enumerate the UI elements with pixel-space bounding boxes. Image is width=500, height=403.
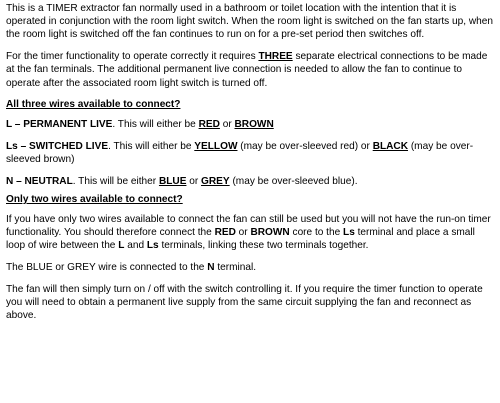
- two-terminal-ls-2: Ls: [146, 240, 159, 252]
- blue-text-b: terminal.: [214, 262, 257, 274]
- switched-colour-yellow: YELLOW: [194, 140, 238, 152]
- switched-live-text-a: . This will either be: [108, 140, 195, 152]
- two-colour-red: RED: [214, 227, 236, 239]
- neutral-colour-grey: GREY: [201, 175, 230, 187]
- two-and: and: [124, 240, 147, 252]
- two-terminal-ls: Ls: [343, 227, 355, 239]
- switched-live-text-b: (may be over-sleeved red) or: [237, 140, 373, 152]
- blue-text-a: The BLUE or GREY wire is connected to the: [6, 262, 208, 274]
- permanent-live-line: [6, 118, 494, 131]
- final-paragraph: The fan will then simply turn on / off with the switch controlling it. If you require the timer function to operate you will need to obtain a permanent live supply from the same circuit supplying the fan and reconnect as above.: [6, 283, 483, 322]
- live-colour-red: RED: [198, 119, 220, 131]
- three-emphasis: THREE: [258, 51, 293, 63]
- two-text-d: terminals, linking these two terminals together.: [158, 240, 369, 252]
- neutral-label: N – NEUTRAL: [6, 175, 73, 187]
- two-text-b: core to the: [289, 227, 344, 239]
- two-terminal-l: L: [118, 240, 125, 252]
- two-text-c: terminal and place a small loop of wire between the: [6, 227, 475, 252]
- switched-live-text-c: (may be over-sleeved brown): [6, 140, 474, 166]
- neutral-colour-blue: BLUE: [158, 175, 187, 187]
- heading-three-wires: All three wires available to connect?: [6, 99, 181, 111]
- neutral-text-b: (may be over-sleeved blue).: [229, 175, 358, 187]
- live-or: or: [219, 119, 235, 131]
- heading-two-wires: Only two wires available to connect?: [6, 194, 183, 206]
- three-connections-paragraph: [6, 50, 494, 90]
- permanent-live-label: L – PERMANENT LIVE: [6, 119, 113, 131]
- two-colour-brown: BROWN: [250, 227, 290, 239]
- switched-live-line: [6, 140, 494, 166]
- two-wires-paragraph: [6, 213, 494, 253]
- neutral-line: [6, 175, 494, 188]
- neutral-or: or: [186, 175, 202, 187]
- switched-live-label: Ls – SWITCHED LIVE: [6, 140, 109, 152]
- blue-terminal-n: N: [207, 262, 215, 274]
- intro-paragraph: This is a TIMER extractor fan normally used in a bathroom or toilet location with the intention that it is operated in conjunction with the room light switch. When the room light is switched on the fan starts up, when the room light is switched off the fan continues to run on for a pre-set period then switches off.: [6, 3, 493, 41]
- neutral-text-a: . This will be either: [72, 175, 159, 187]
- two-or: or: [235, 227, 251, 239]
- blue-grey-paragraph: [6, 261, 494, 274]
- switched-colour-black: BLACK: [372, 140, 409, 152]
- para2-text-b: separate electrical connections to be made at the fan terminals. The additional permanent live connection is needed to allow the fan to continue to operate after the associated room light switch is turned off.: [6, 51, 488, 89]
- live-colour-brown: BROWN: [234, 119, 274, 131]
- two-text-a: If you have only two wires available to connect the fan can still be used but you will not have the run-on timer functionality. You should therefore connect the: [6, 213, 491, 239]
- para2-text-a: For the timer functionality to operate correctly it requires: [6, 51, 259, 63]
- permanent-live-text: . This will either be: [112, 119, 199, 131]
